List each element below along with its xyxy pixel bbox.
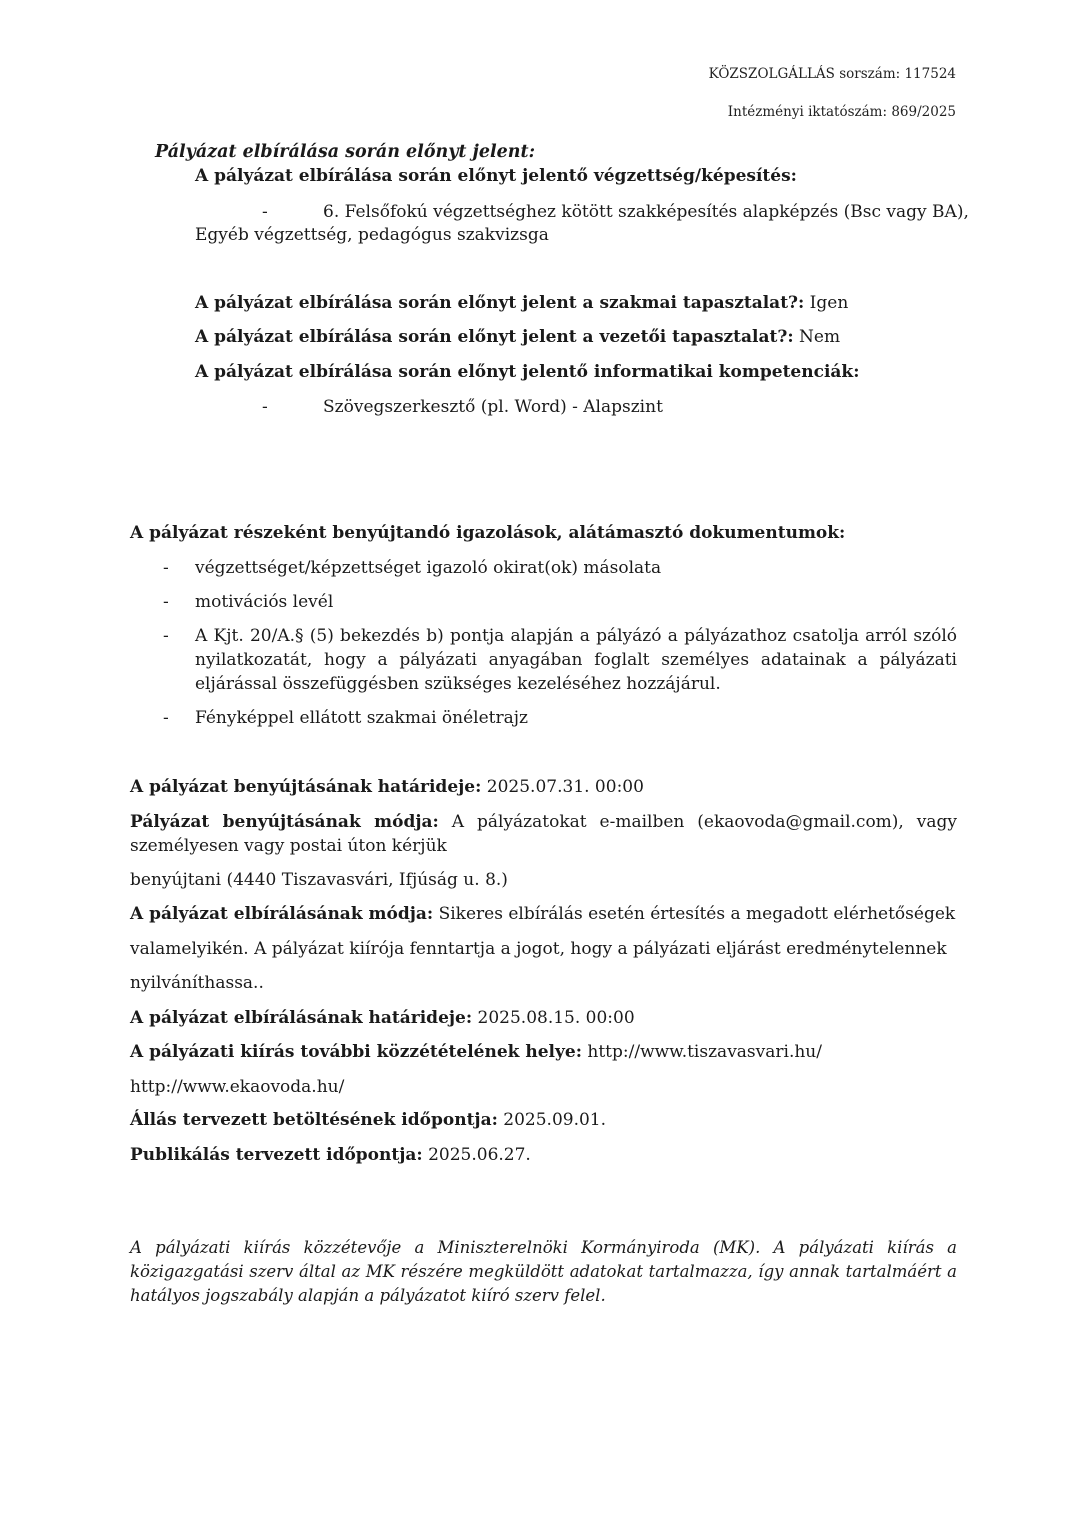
deadline-label: A pályázat benyújtásának határideje: [130, 777, 482, 797]
documents-dash-3: - [163, 626, 169, 646]
documents-title: A pályázat részeként benyújtandó igazolások, alátámasztó dokumentumok: [130, 523, 846, 543]
evaluation-method-value-3: nyilváníthassa.. [130, 973, 264, 993]
documents-dash-2: - [163, 592, 169, 612]
evaluation-method-value-2: valamelyikén. A pályázat kiírója fenntartja a jogot, hogy a pályázati eljárást eredménytelennek [130, 939, 947, 959]
deadline-value: 2025.07.31. 00:00 [481, 777, 644, 797]
publication-place-label: A pályázati kiírás további közzétételének helye: [130, 1042, 582, 1062]
submission-method-value: A pályázatokat e-mailben (ekaovoda@gmail.com), vagy személyesen vagy postai úton kérjük [130, 812, 957, 856]
evaluation-deadline-label: A pályázat elbírálásának határideje: [130, 1008, 473, 1028]
documents-dash-1: - [163, 558, 169, 578]
education-item-line2: Egyéb végzettség, pedagógus szakvizsga [195, 225, 549, 245]
evaluation-method-label: A pályázat elbírálásának módja: [130, 904, 434, 924]
professional-experience-value: Igen [804, 293, 849, 313]
publication-place-value: http://www.tiszavasvari.hu/ [581, 1042, 822, 1062]
publication-place-row [130, 1040, 957, 1064]
documents-item-2: motivációs levél [195, 592, 334, 612]
management-experience-value: Nem [793, 327, 841, 347]
management-experience-row [195, 325, 840, 349]
education-label: A pályázat elbírálása során előnyt jelentő végzettség/képesítés: [195, 166, 797, 186]
evaluation-deadline-row [130, 1006, 957, 1030]
submission-method-value-2: benyújtani (4440 Tiszavasvári, Ifjúság u. 8.) [130, 870, 508, 890]
start-date-label: Állás tervezett betöltésének időpontja: [130, 1110, 498, 1130]
publish-date-value: 2025.06.27. [422, 1145, 531, 1165]
publish-date-row [130, 1143, 957, 1167]
job-number: KÖZSZOLGÁLLÁS sorszám: 117524 [708, 66, 956, 82]
professional-experience-row [195, 291, 848, 315]
professional-experience-label: A pályázat elbírálása során előnyt jelent a szakmai tapasztalat?: [195, 293, 805, 313]
education-item-line1: 6. Felsőfokú végzettséghez kötött szakképesítés alapképzés (Bsc vagy BA), [323, 202, 969, 222]
documents-item-3: A Kjt. 20/A.§ (5) bekezdés b) pontja alapján a pályázó a pályázathoz csatolja arról szóló nyilatkozatát, hogy a pályázati anyagában foglalt személyes adatainak a pályázati eljárással összefüggésben szükséges kezeléséhez hozzájárul. [195, 626, 957, 694]
deadline-row [130, 775, 957, 799]
evaluation-method-value: Sikeres elbírálás esetén értesítés a megadott elérhetőségek [433, 904, 956, 924]
documents-item-1: végzettséget/képzettséget igazoló okirat(ok) másolata [195, 558, 662, 578]
it-competencies-label: A pályázat elbírálása során előnyt jelentő informatikai kompetenciák: [195, 362, 860, 382]
education-dash: - [262, 202, 268, 222]
start-date-row [130, 1108, 957, 1132]
advantages-title: Pályázat elbírálása során előnyt jelent: [155, 142, 536, 162]
documents-item-4: Fényképpel ellátott szakmai önéletrajz [195, 708, 528, 728]
filing-number: Intézményi iktatószám: 869/2025 [727, 104, 956, 120]
evaluation-deadline-value: 2025.08.15. 00:00 [472, 1008, 635, 1028]
footer-note: A pályázati kiírás közzétevője a Miniszterelnöki Kormányiroda (MK). A pályázati kiírás a közigazgatási szerv által az MK részére megküldött adatokat tartalmazza, így annak tartalmáért a hatályos jogszabály alapján a pályázatot kiíró szerv felel. [130, 1238, 957, 1305]
submission-method-label: Pályázat benyújtásának módja: [130, 812, 439, 832]
start-date-value: 2025.09.01. [497, 1110, 607, 1130]
evaluation-method-row [130, 902, 957, 926]
management-experience-label: A pályázat elbírálása során előnyt jelent a vezetői tapasztalat?: [195, 327, 794, 347]
it-dash: - [262, 397, 268, 417]
submission-method-row [130, 810, 957, 858]
publication-place-value-2: http://www.ekaovoda.hu/ [130, 1077, 345, 1097]
it-item: Szövegszerkesztő (pl. Word) - Alapszint [323, 397, 663, 417]
publish-date-label: Publikálás tervezett időpontja: [130, 1145, 423, 1165]
documents-dash-4: - [163, 708, 169, 728]
